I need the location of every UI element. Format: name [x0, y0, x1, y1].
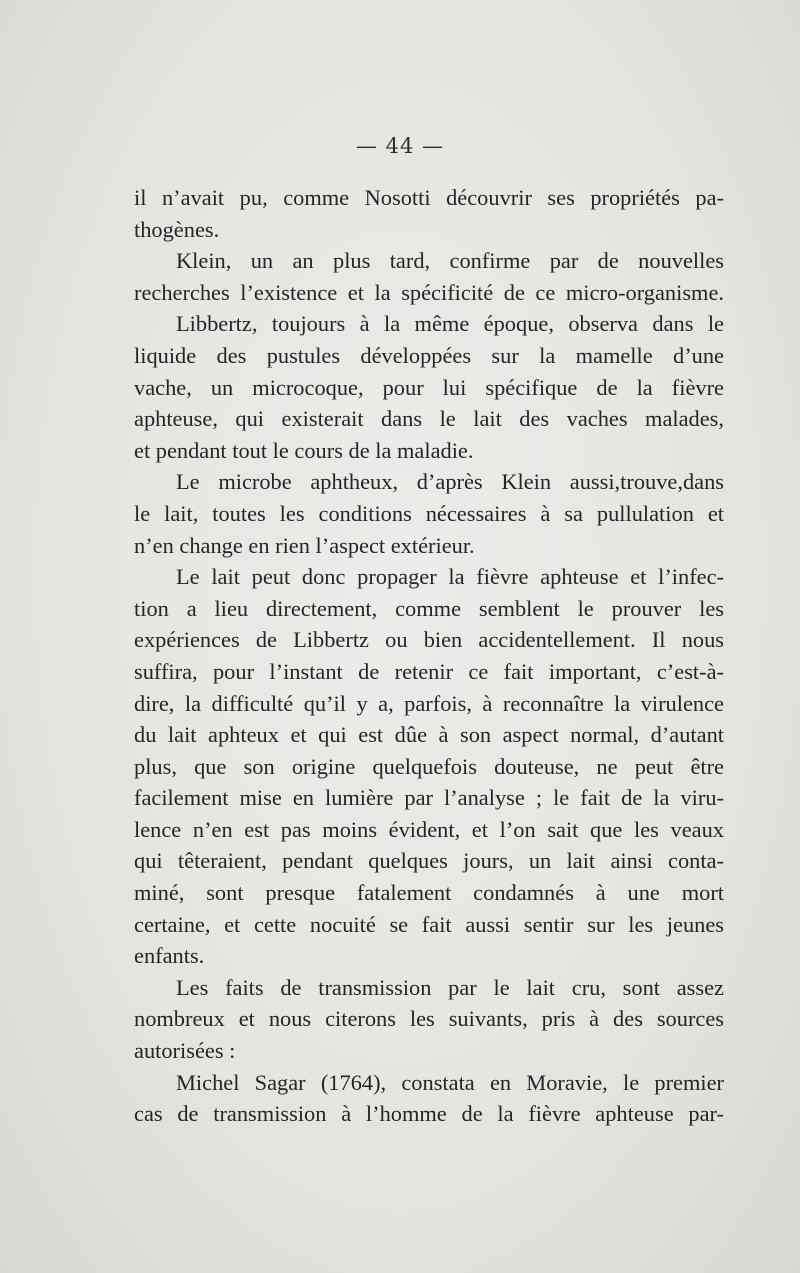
text-line: Le microbe aphtheux, d’après Klein aussi,trouve,dans	[176, 469, 724, 495]
text-line: et pendant tout le cours de la maladie.	[134, 437, 474, 463]
text-line: le lait, toutes les conditions nécessaires à sa pullulation et	[134, 500, 724, 526]
text-line: il n’avait pu, comme Nosotti découvrir ses propriétés pa-	[134, 185, 724, 210]
text-line: Le lait peut donc propager la fièvre aphteuse et l’infec-	[176, 564, 724, 590]
text-line: autorisées :	[134, 1038, 236, 1064]
text-line: liquide des pustules développées sur la mamelle d’une	[134, 342, 724, 368]
text-line: dire, la difficulté qu’il y a, parfois, à reconnaître la virulence	[134, 690, 724, 716]
text-line: facilement mise en lumière par l’analyse ; le fait de la viru-	[134, 785, 724, 811]
page-number: — 44 —	[355, 134, 445, 158]
text-line: Les faits de transmission par le lait cru, sont assez	[176, 974, 724, 1000]
text-line: Libbertz, toujours à la même époque, observa dans le	[176, 311, 724, 337]
text-line: recherches l’existence et la spécificité de ce micro-organisme.	[134, 279, 724, 305]
text-line: expériences de Libbertz ou bien accidentellement. Il nous	[134, 627, 724, 653]
text-line: qui têteraient, pendant quelques jours, un lait ainsi conta-	[134, 848, 724, 874]
text-line: thogènes.	[134, 216, 220, 242]
text-line: nombreux et nous citerons les suivants, pris à des sources	[134, 1006, 724, 1032]
text-line: certaine, et cette nocuité se fait aussi sentir sur les jeunes	[134, 911, 724, 937]
text-line: du lait aphteux et qui est dûe à son aspect normal, d’autant	[134, 722, 724, 748]
text-line: vache, un microcoque, pour lui spécifique de la fièvre	[134, 374, 724, 400]
body-text	[134, 182, 724, 1130]
text-line: plus, que son origine quelquefois douteuse, ne peut être	[134, 753, 724, 779]
text-line: aphteuse, qui existerait dans le lait des vaches malades,	[134, 406, 724, 432]
text-line: n’en change en rien l’aspect extérieur.	[134, 532, 475, 558]
text-line: enfants.	[134, 943, 205, 969]
text-line: suffira, pour l’instant de retenir ce fait important, c’est-à-	[134, 658, 724, 684]
text-line: tion a lieu directement, comme semblent le prouver les	[134, 595, 724, 621]
text-line: lence n’en est pas moins évident, et l’on sait que les veaux	[134, 816, 724, 842]
text-line: Michel Sagar (1764), constata en Moravie, le premier	[176, 1069, 724, 1095]
text-line: cas de transmission à l’homme de la fièvre aphteuse par-	[134, 1101, 724, 1127]
text-line: Klein, un an plus tard, confirme par de nouvelles	[176, 248, 724, 274]
text-line: miné, sont presque fatalement condamnés à une mort	[134, 880, 724, 906]
